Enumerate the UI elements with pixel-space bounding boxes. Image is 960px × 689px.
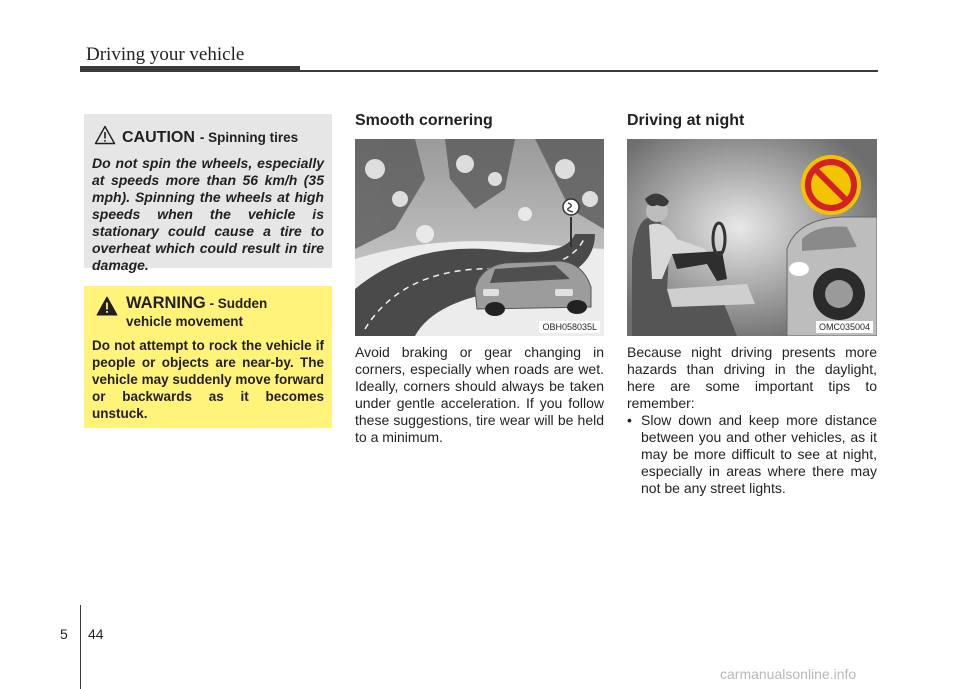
night-driving-illustration <box>627 139 877 336</box>
header-rule-thin <box>300 70 878 72</box>
cornering-image-code: OBH058035L <box>539 321 600 333</box>
warning-subject-2: vehicle movement <box>126 314 244 329</box>
driving-at-night-heading: Driving at night <box>627 112 745 129</box>
night-image-code: OMC035004 <box>816 321 873 333</box>
footer-divider <box>80 605 81 689</box>
header-title: Driving your vehicle <box>86 44 245 65</box>
warning-text: Do not attempt to rock the vehicle if people or objects are near-by. The vehicle may suddenly move forward or backwards as it becomes unstuck. <box>92 338 324 421</box>
warning-triangle-icon <box>96 296 118 316</box>
warning-header <box>92 294 324 331</box>
night-tip-list-item <box>627 412 877 497</box>
header-rule-thick <box>80 66 300 72</box>
caution-subject: - Spinning tires <box>199 130 299 145</box>
caution-box <box>84 114 332 273</box>
smooth-cornering-text: Avoid braking or gear changing in corners, especially when roads are wet. Ideally, corners should always be taken under gentle acceleration. If you follow these suggestions, tire wear will be held to a minimum. <box>355 344 604 445</box>
page-number: 44 <box>88 626 104 642</box>
caution-header <box>94 122 324 147</box>
night-tip-text: Slow down and keep more distance between you and other vehicles, as it may be more difficult to see at night, especially in areas where there may not be any street lights. <box>641 412 877 496</box>
caution-triangle-icon <box>94 125 116 145</box>
cornering-illustration <box>355 139 604 336</box>
warning-subject-1: - Sudden <box>205 296 268 311</box>
warning-title <box>126 294 267 331</box>
warning-box <box>84 286 332 428</box>
warning-label: WARNING <box>126 294 206 312</box>
watermark: carmanualsonline.info <box>720 666 857 682</box>
caution-text: Do not spin the wheels, especially at speeds more than 56 km/h (35 mph). Spinning the wheels at high speeds when the vehicle is stationary could cause a tire to overheat which could result in tire damage. <box>92 155 324 273</box>
bullet-dot: • <box>627 412 632 428</box>
smooth-cornering-heading: Smooth cornering <box>355 112 493 129</box>
caution-label: CAUTION <box>122 129 195 146</box>
chapter-number: 5 <box>60 626 68 642</box>
driving-at-night-intro: Because night driving presents more hazards than driving in the daylight, here are some important tips to remember: <box>627 344 877 411</box>
